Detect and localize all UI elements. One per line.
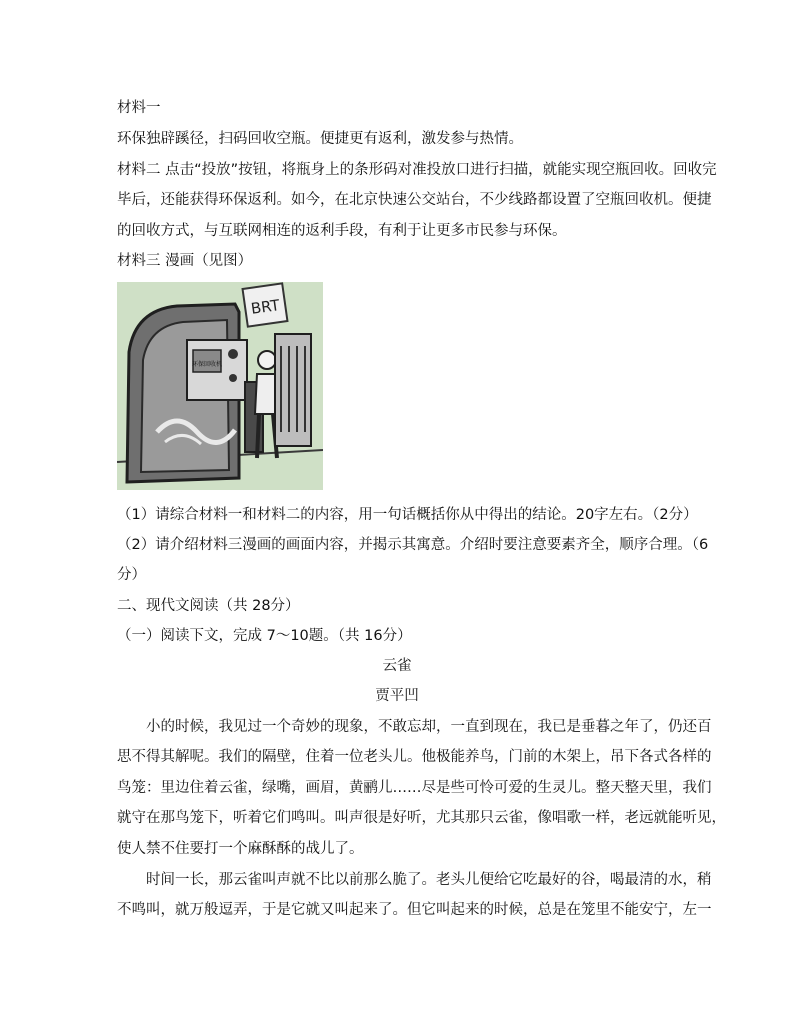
- article-author: 贾平凹: [375, 688, 419, 704]
- cartoon-sign-text: BRT: [249, 296, 281, 318]
- question-1: （1）请综合材料一和材料二的内容，用一句话概括你从中得出的结论。20字左右。（2分）: [117, 507, 698, 523]
- material2-line-3: 的回收方式，与互联网相连的返利手段，有利于让更多市民参与环保。: [117, 223, 567, 239]
- article-title: 云雀: [382, 658, 412, 674]
- cartoon-panel-text: 环保回收机: [191, 361, 223, 368]
- material1-label: 材料一: [117, 100, 161, 116]
- article-line: 时间一长，那云雀叫声就不比以前那么脆了。老头儿便给它吃最好的谷，喝最清的水，稍: [146, 872, 712, 888]
- section-subheading: （一）阅读下文，完成 7～10题。（共 16分）: [117, 628, 412, 644]
- cartoon-image: [117, 282, 323, 490]
- material2-line-1: 材料二 点击“投放”按钮，将瓶身上的条形码对准投放口进行扫描，就能实现空瓶回收。回收完: [117, 162, 717, 178]
- material2-line-2: 毕后，还能获得环保返利。如今，在北京快速公交站台，不少线路都设置了空瓶回收机。便捷: [117, 192, 712, 208]
- section-heading: 二、现代文阅读（共 28分）: [117, 598, 300, 614]
- article-line: 小的时候，我见过一个奇妙的现象，不敢忘却，一直到现在，我已是垂暮之年了，仍还百: [146, 719, 712, 735]
- article-line: 鸟笼：里边住着云雀，绿嘴，画眉，黄鹂儿……尽是些可怜可爱的生灵儿。整天整天里，我们: [117, 780, 712, 796]
- material1-text: 环保独辟蹊径，扫码回收空瓶。便捷更有返利，激发参与热情。: [117, 131, 523, 147]
- question-2-line-1: （2）请介绍材料三漫画的画面内容，并揭示其寓意。介绍时要注意要素齐全，顺序合理。（6: [117, 537, 709, 553]
- article-line: 不鸣叫，就万般逗弄，于是它就又叫起来了。但它叫起来的时候，总是在笼里不能安宁，左一: [117, 902, 712, 918]
- material3-label: 材料三 漫画（见图）: [117, 253, 253, 269]
- article-line: 就守在那鸟笼下，听着它们鸣叫。叫声很是好听，尤其那只云雀，像唱歌一样，老远就能听见，: [117, 810, 726, 826]
- article-line: 思不得其解呢。我们的隔壁，住着一位老头儿。他极能养鸟，门前的木架上，吊下各式各样的: [117, 749, 712, 765]
- question-2-line-2: 分）: [117, 567, 146, 583]
- article-line: 使人禁不住要打一个麻酥酥的战儿了。: [117, 841, 364, 857]
